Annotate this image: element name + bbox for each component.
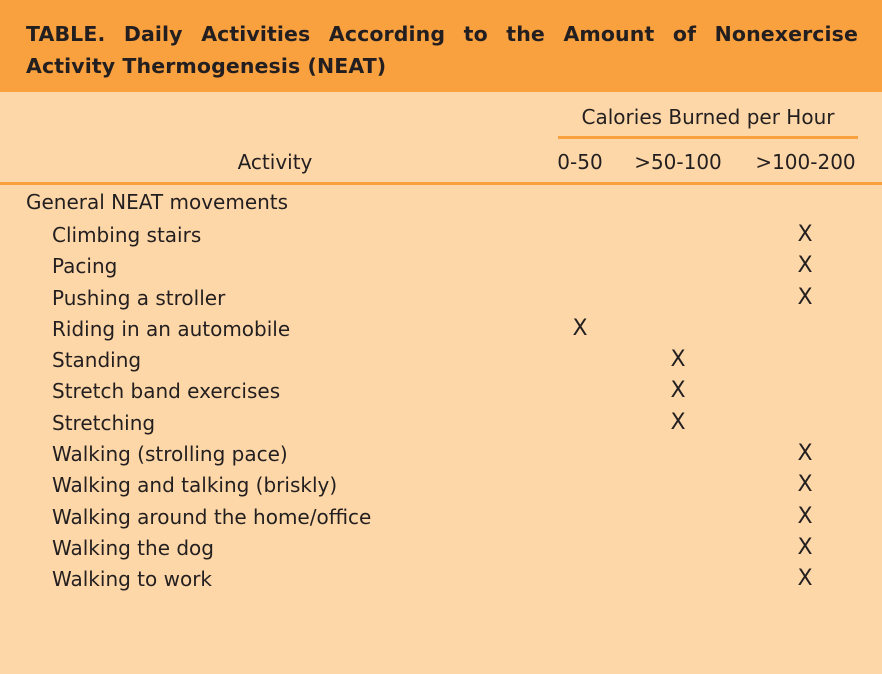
calorie-mark: X xyxy=(797,472,813,498)
table-row xyxy=(0,535,882,566)
table-row xyxy=(0,316,882,347)
table-row xyxy=(0,410,882,441)
column-header-50-100: >50-100 xyxy=(634,150,722,174)
group-header-rule xyxy=(558,136,858,139)
table-row xyxy=(0,472,882,503)
activity-name: Stretching xyxy=(52,410,156,435)
activity-name: Walking and talking (briskly) xyxy=(52,473,338,498)
section-label: General NEAT movements xyxy=(26,190,289,214)
table-body xyxy=(0,222,882,598)
table-row xyxy=(0,378,882,409)
calorie-mark: X xyxy=(670,378,686,404)
header-rule xyxy=(0,182,882,185)
calorie-mark: X xyxy=(572,315,588,341)
calorie-mark: X xyxy=(797,566,813,592)
table-row xyxy=(0,222,882,253)
calorie-mark: X xyxy=(797,534,813,560)
calorie-mark: X xyxy=(670,409,686,435)
activity-name: Standing xyxy=(52,348,142,373)
activity-column-header: Activity xyxy=(237,150,313,174)
calorie-mark: X xyxy=(797,441,813,467)
table-row xyxy=(0,504,882,535)
table-row xyxy=(0,347,882,378)
activity-name: Pushing a stroller xyxy=(52,285,226,310)
activity-name: Stretch band exercises xyxy=(52,379,281,404)
calorie-mark: X xyxy=(797,222,813,247)
activity-name: Walking (strolling pace) xyxy=(52,442,288,467)
table-title-band xyxy=(0,0,882,92)
column-header-0-50: 0-50 xyxy=(557,150,603,174)
calorie-mark: X xyxy=(670,347,686,373)
table-row xyxy=(0,441,882,472)
calorie-mark: X xyxy=(797,284,813,310)
calories-group-header: Calories Burned per Hour xyxy=(581,105,835,129)
activity-name: Walking the dog xyxy=(52,535,214,560)
activity-name: Walking around the home/office xyxy=(52,504,372,529)
activity-name: Riding in an automobile xyxy=(52,316,291,341)
column-header-100-200: >100-200 xyxy=(755,150,856,174)
table-row xyxy=(0,285,882,316)
table-title: TABLE. Daily Activities According to the Amount of Nonexercise Activity Thermogenesis (NEAT) xyxy=(26,22,858,78)
calorie-mark: X xyxy=(797,503,813,529)
activity-name: Pacing xyxy=(52,254,118,279)
table-row xyxy=(0,566,882,597)
calorie-mark: X xyxy=(797,253,813,279)
table-row xyxy=(0,253,882,284)
activity-name: Climbing stairs xyxy=(52,223,202,247)
activity-name: Walking to work xyxy=(52,567,213,592)
